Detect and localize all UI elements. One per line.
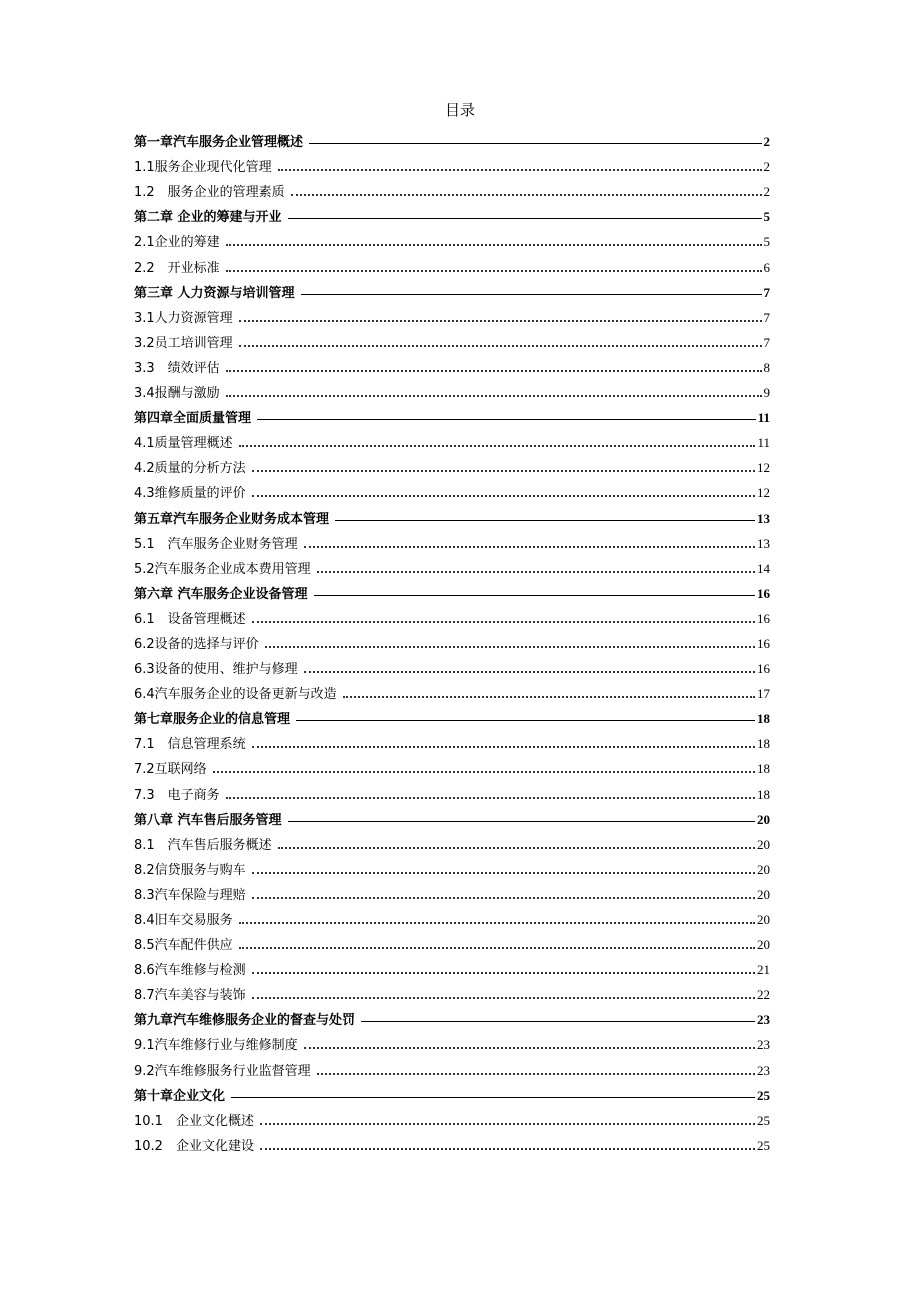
toc-chapter-entry[interactable] [134, 1079, 770, 1104]
toc-chapter-entry[interactable] [134, 200, 770, 225]
toc-entry-label: 2.1企业的筹建 [134, 235, 220, 251]
toc-page-number: 20 [757, 886, 770, 902]
toc-section-entry[interactable] [134, 150, 770, 175]
toc-title: 目录 [444, 101, 475, 119]
toc-leader-line [252, 997, 755, 999]
toc-entry-label: 8.2信贷服务与购车 [134, 862, 246, 878]
toc-page-number: 23 [757, 1037, 770, 1053]
toc-page-number: 13 [757, 535, 770, 551]
toc-leader-line [226, 270, 762, 272]
toc-leader-line [343, 696, 755, 698]
toc-section-entry[interactable] [134, 677, 770, 702]
toc-leader-line [239, 922, 755, 924]
toc-leader-line [304, 671, 755, 673]
toc-leader-line [304, 546, 755, 548]
toc-page-number: 16 [757, 610, 770, 626]
toc-entry-label: 7.3 电子商务 [134, 787, 220, 803]
toc-page-number: 11 [757, 435, 770, 451]
toc-entry-label: 6.3设备的使用、维护与修理 [134, 662, 298, 678]
toc-section-entry[interactable] [134, 777, 770, 802]
toc-entry-label: 3.2员工培训管理 [134, 335, 233, 351]
toc-entry-label: 5.2汽车服务企业成本费用管理 [134, 561, 311, 577]
toc-entry-label: 4.1质量管理概述 [134, 436, 233, 452]
toc-entry-label: 第十章企业文化 [134, 1088, 226, 1104]
toc-page-number: 25 [757, 1087, 770, 1103]
toc-page-number: 16 [757, 585, 770, 601]
toc-entry-label: 8.1 汽车售后服务概述 [134, 837, 272, 853]
toc-entry-label: 8.3汽车保险与理赔 [134, 887, 246, 903]
toc-section-entry[interactable] [134, 1053, 770, 1078]
toc-section-entry[interactable] [134, 1104, 770, 1129]
toc-entry-label: 10.1 企业文化概述 [134, 1113, 254, 1129]
toc-entry-label: 第七章服务企业的信息管理 [134, 712, 291, 728]
toc-entry-label: 9.1汽车维修行业与维修制度 [134, 1038, 298, 1054]
toc-leader-line [252, 746, 755, 748]
toc-page-number: 18 [757, 786, 770, 802]
toc-entry-label: 10.2 企业文化建设 [134, 1138, 254, 1154]
table-of-contents [134, 125, 770, 1154]
toc-section-entry[interactable] [134, 727, 770, 752]
toc-section-entry[interactable] [134, 175, 770, 200]
toc-entry-label: 4.2质量的分析方法 [134, 461, 246, 477]
toc-entry-label: 8.6汽车维修与检测 [134, 963, 246, 979]
toc-page-number: 13 [757, 510, 770, 526]
toc-leader-line [226, 244, 762, 246]
toc-page-number: 25 [757, 1137, 770, 1153]
toc-leader-line [288, 218, 762, 219]
toc-page-number: 6 [763, 259, 770, 275]
toc-leader-line [231, 1097, 755, 1098]
toc-entry-label: 4.3维修质量的评价 [134, 486, 246, 502]
toc-page-number: 22 [757, 987, 770, 1003]
toc-entry-label: 7.1 信息管理系统 [134, 737, 246, 753]
toc-page-number: 23 [757, 1062, 770, 1078]
toc-leader-line [257, 419, 756, 420]
toc-chapter-entry[interactable] [134, 1003, 770, 1028]
toc-leader-line [213, 771, 755, 773]
toc-section-entry[interactable] [134, 301, 770, 326]
toc-leader-line [317, 571, 755, 573]
toc-section-entry[interactable] [134, 476, 770, 501]
toc-chapter-entry[interactable] [134, 702, 770, 727]
toc-leader-line [239, 947, 755, 949]
toc-section-entry[interactable] [134, 326, 770, 351]
toc-entry-label: 8.4旧车交易服务 [134, 913, 233, 928]
toc-section-entry[interactable] [134, 552, 770, 577]
toc-page-number: 11 [757, 410, 770, 426]
toc-page-number: 20 [757, 937, 770, 953]
toc-section-entry[interactable] [134, 752, 770, 777]
toc-section-entry[interactable] [134, 1028, 770, 1053]
toc-page-number: 20 [757, 861, 770, 877]
toc-section-entry[interactable] [134, 627, 770, 652]
toc-leader-line [265, 646, 755, 648]
toc-leader-line [317, 1073, 755, 1075]
toc-leader-line [226, 370, 762, 372]
toc-leader-line [335, 520, 755, 521]
toc-page-number: 18 [757, 761, 770, 777]
toc-page-number: 20 [757, 912, 770, 927]
toc-section-entry[interactable] [134, 853, 770, 878]
toc-leader-line [252, 897, 755, 899]
toc-page-number: 5 [763, 234, 770, 250]
toc-entry-label: 第八章 汽车售后服务管理 [134, 812, 282, 828]
toc-page-number: 2 [763, 159, 770, 175]
toc-page-number: 18 [757, 711, 770, 727]
toc-leader-line [252, 872, 755, 874]
toc-page-number: 12 [757, 485, 770, 501]
toc-page-number: 21 [757, 962, 770, 978]
toc-section-entry[interactable] [134, 426, 770, 451]
toc-page-number: 2 [763, 184, 770, 200]
toc-page-number: 25 [757, 1112, 770, 1128]
toc-page-number: 23 [757, 1012, 770, 1028]
toc-entry-label: 3.4报酬与激励 [134, 386, 220, 402]
toc-page-number: 7 [763, 334, 770, 350]
toc-page-number: 7 [763, 284, 770, 300]
toc-page-number: 5 [763, 209, 770, 225]
toc-leader-line [278, 169, 762, 171]
toc-entry-label: 3.1人力资源管理 [134, 310, 233, 326]
toc-page-number: 18 [757, 736, 770, 752]
toc-section-entry[interactable] [134, 250, 770, 275]
toc-entry-label: 第三章 人力资源与培训管理 [134, 285, 295, 301]
toc-leader-line [260, 1148, 755, 1150]
toc-page-number: 17 [757, 686, 770, 702]
toc-entry-label: 7.2互联网络 [134, 762, 207, 778]
toc-entry-label: 第二章 企业的筹建与开业 [134, 210, 282, 226]
toc-section-entry[interactable] [134, 602, 770, 627]
toc-entry-label: 第九章汽车维修服务企业的督查与处罚 [134, 1013, 356, 1029]
toc-leader-line [291, 194, 762, 196]
toc-leader-line [278, 847, 755, 849]
toc-section-entry[interactable] [134, 1129, 770, 1154]
toc-leader-line [252, 621, 755, 623]
toc-entry-label: 第五章汽车服务企业财务成本管理 [134, 511, 330, 527]
toc-section-entry[interactable] [134, 652, 770, 677]
toc-chapter-entry[interactable] [134, 501, 770, 526]
toc-leader-line [239, 345, 762, 347]
toc-page-number: 7 [763, 309, 770, 325]
toc-leader-line [226, 395, 762, 397]
toc-entry-label: 第一章汽车服务企业管理概述 [134, 135, 304, 151]
toc-entry-label: 6.2设备的选择与评价 [134, 636, 259, 652]
toc-leader-line [252, 972, 755, 974]
toc-section-entry[interactable] [134, 878, 770, 903]
toc-section-entry[interactable] [134, 828, 770, 853]
toc-section-entry[interactable] [134, 928, 770, 953]
toc-page-number: 8 [763, 359, 770, 375]
toc-entry-label: 3.3 绩效评估 [134, 360, 220, 376]
toc-section-entry[interactable] [134, 225, 770, 250]
toc-leader-line [314, 595, 755, 596]
toc-page-number: 2 [763, 134, 770, 150]
toc-entry-label: 2.2 开业标准 [134, 260, 220, 276]
toc-page-number: 20 [757, 836, 770, 852]
toc-leader-line [296, 720, 755, 721]
toc-leader-line [309, 143, 761, 144]
toc-section-entry[interactable] [134, 903, 770, 928]
toc-entry-label: 6.4汽车服务企业的设备更新与改造 [134, 687, 337, 703]
toc-chapter-entry[interactable] [134, 125, 770, 150]
toc-page-number: 16 [757, 635, 770, 651]
toc-leader-line [361, 1021, 755, 1022]
toc-page-number: 16 [757, 661, 770, 677]
toc-leader-line [288, 821, 755, 822]
toc-page-number: 12 [757, 460, 770, 476]
toc-section-entry[interactable] [134, 527, 770, 552]
toc-section-entry[interactable] [134, 978, 770, 1003]
toc-page-number: 9 [763, 385, 770, 401]
toc-chapter-entry[interactable] [134, 803, 770, 828]
toc-section-entry[interactable] [134, 953, 770, 978]
toc-section-entry[interactable] [134, 451, 770, 476]
toc-entry-label: 8.5汽车配件供应 [134, 938, 233, 954]
toc-entry-label: 1.2 服务企业的管理素质 [134, 185, 285, 201]
toc-leader-line [260, 1123, 755, 1125]
toc-leader-line [252, 495, 755, 497]
toc-entry-label: 6.1 设备管理概述 [134, 611, 246, 627]
toc-leader-line [226, 797, 755, 799]
toc-leader-line [239, 320, 762, 322]
toc-section-entry[interactable] [134, 376, 770, 401]
toc-leader-line [304, 1047, 755, 1049]
toc-leader-line [239, 445, 756, 447]
toc-entry-label: 5.1 汽车服务企业财务管理 [134, 536, 298, 552]
toc-chapter-entry[interactable] [134, 401, 770, 426]
toc-entry-label: 8.7汽车美容与装饰 [134, 988, 246, 1004]
toc-entry-label: 第四章全面质量管理 [134, 411, 252, 427]
toc-chapter-entry[interactable] [134, 577, 770, 602]
toc-page-number: 20 [757, 811, 770, 827]
toc-entry-label: 9.2汽车维修服务行业监督管理 [134, 1063, 311, 1079]
toc-leader-line [252, 470, 755, 472]
toc-entry-label: 第六章 汽车服务企业设备管理 [134, 586, 308, 602]
toc-chapter-entry[interactable] [134, 276, 770, 301]
toc-page-number: 14 [757, 560, 770, 576]
toc-entry-label: 1.1服务企业现代化管理 [134, 160, 272, 176]
toc-leader-line [301, 294, 762, 295]
toc-section-entry[interactable] [134, 351, 770, 376]
